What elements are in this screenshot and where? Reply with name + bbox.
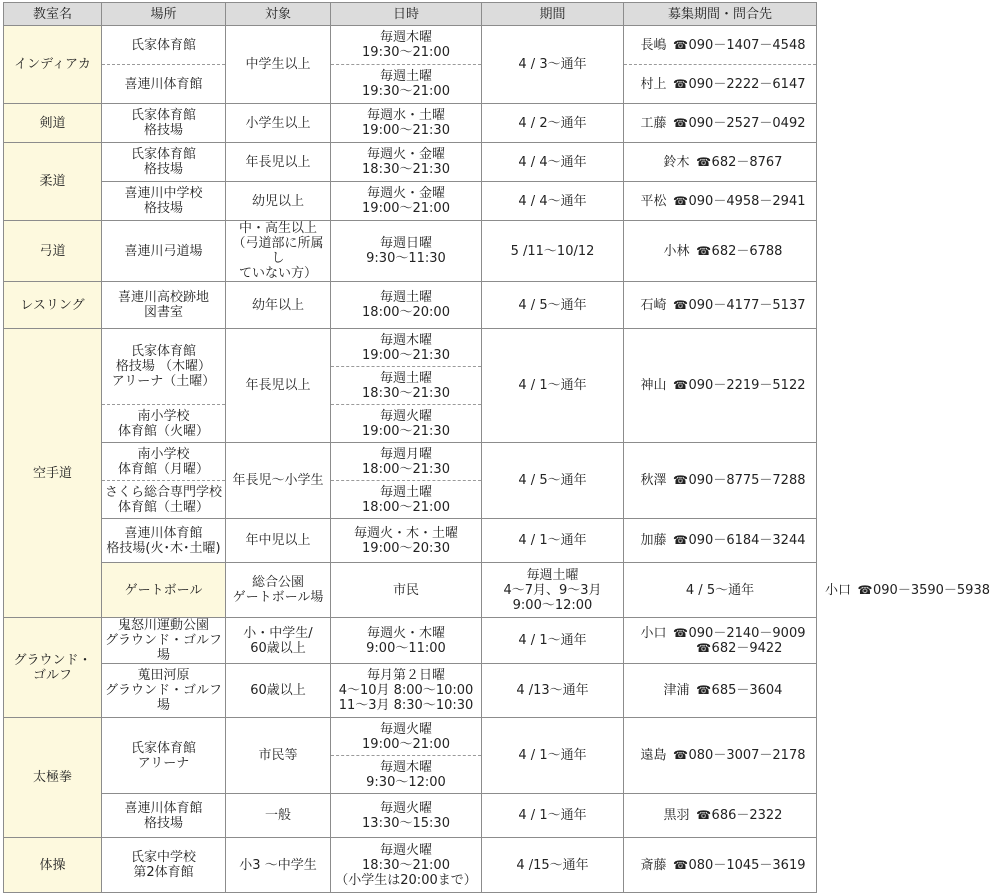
target-cell: 小・中学生/ 60歳以上 — [226, 618, 331, 664]
schedule-cell: 毎週火曜 19:00〜21:30 — [331, 405, 482, 443]
target-cell: 幼年以上 — [226, 282, 331, 329]
table-row — [4, 794, 817, 838]
table-row — [4, 104, 817, 143]
period-cell: 4 / 2〜通年 — [482, 104, 624, 143]
location-cell: 喜連川体育館 格技場(火･木･土曜) — [102, 519, 226, 563]
contact-person: 小口 — [640, 625, 667, 641]
class-name-cell: 体操 — [4, 838, 102, 893]
schedule-cell: 毎週土曜 19:30〜21:00 — [331, 65, 482, 104]
table-row — [4, 838, 817, 893]
location-cell: 氏家体育館 格技場 — [102, 104, 226, 143]
table-row — [4, 664, 817, 718]
target-cell: 年長児以上 — [226, 143, 331, 182]
period-cell: 4 / 3〜通年 — [482, 26, 624, 104]
period-cell: 5 /11〜10/12 — [482, 221, 624, 282]
phone-icon: ☎ — [696, 243, 712, 258]
schedule-cell: 毎週火・木・土曜 19:00〜20:30 — [331, 519, 482, 563]
contact-person: 鈴木 — [663, 154, 690, 170]
phone-icon: ☎ — [673, 76, 688, 91]
period-cell: 4 /13〜通年 — [482, 664, 624, 718]
schedule-cell: 毎週火曜 13:30〜15:30 — [331, 794, 482, 838]
phone-icon: ☎ — [673, 193, 688, 208]
table-row — [4, 221, 817, 282]
phone-icon: ☎ — [857, 582, 873, 597]
class-name-cell: レスリング — [4, 282, 102, 329]
phone-number: 090－8775－7288 — [688, 473, 806, 488]
contact-person: 小林 — [663, 243, 690, 259]
location-cell: 喜連川高校跡地 図書室 — [102, 282, 226, 329]
location-cell: 氏家体育館 アリーナ — [102, 718, 226, 794]
phone-number: 685－3604 — [711, 683, 783, 698]
contact-person: 石崎 — [640, 297, 667, 313]
contact-cell — [624, 664, 817, 718]
phone-icon: ☎ — [673, 748, 688, 762]
schedule-cell: 毎週火・金曜 18:30〜21:30 — [331, 143, 482, 182]
phone-number: 090－2140－9009 — [688, 625, 806, 641]
table-row — [4, 143, 817, 182]
phone-icon: ☎ — [696, 154, 712, 169]
phone-number: 090－2222－6147 — [688, 76, 806, 92]
header-class-name: 教室名 — [4, 3, 102, 26]
contact-person: 津浦 — [663, 683, 690, 698]
contact-cell — [624, 519, 817, 563]
location-cell: 南小学校 体育館（月曜） — [102, 443, 226, 481]
table-row — [4, 329, 817, 367]
phone-icon: ☎ — [696, 640, 712, 655]
target-cell: 60歳以上 — [226, 664, 331, 718]
phone-number: 090－2219－5122 — [688, 378, 806, 393]
target-cell: 市民 — [331, 563, 482, 618]
table-row — [4, 282, 817, 329]
schedule-cell: 毎週土曜 18:00〜20:00 — [331, 282, 482, 329]
location-cell: 鬼怒川運動公園 グラウンド・ゴルフ場 — [102, 618, 226, 664]
contact-cell — [624, 182, 817, 221]
location-cell: 氏家体育館 格技場 — [102, 143, 226, 182]
phone-number: 090－1407－4548 — [688, 37, 806, 53]
class-name-cell: 空手道 — [4, 329, 102, 618]
contact-person: 加藤 — [640, 533, 667, 548]
location-cell: 喜連川体育館 格技場 — [102, 794, 226, 838]
class-name-cell: 剣道 — [4, 104, 102, 143]
target-cell: 小学生以上 — [226, 104, 331, 143]
schedule-cell: 毎週水・土曜 19:00〜21:30 — [331, 104, 482, 143]
contact-person: 斎藤 — [640, 857, 667, 873]
phone-icon: ☎ — [673, 625, 688, 640]
phone-number: 090－2527－0492 — [688, 115, 806, 131]
phone-icon: ☎ — [673, 297, 688, 312]
contact-person: 遠島 — [640, 748, 667, 763]
phone-number: 090－3590－5938 — [873, 582, 990, 598]
target-cell: 年長児以上 — [226, 329, 331, 443]
contact-person: 秋澤 — [640, 473, 667, 488]
header-target: 対象 — [226, 3, 331, 26]
period-cell: 4 / 1〜通年 — [482, 718, 624, 794]
period-cell: 4 / 1〜通年 — [482, 329, 624, 443]
table-row — [4, 182, 817, 221]
contact-person: 村上 — [640, 76, 667, 92]
target-cell: 市民等 — [226, 718, 331, 794]
table-row — [4, 618, 817, 664]
location-cell: 蒐田河原 グラウンド・ゴルフ場 — [102, 664, 226, 718]
class-name-cell: ゲートボール — [102, 563, 226, 618]
contact-cell — [624, 718, 817, 794]
location-cell: 氏家体育館 — [102, 26, 226, 65]
schedule-cell: 毎週月曜 18:00〜21:30 — [331, 443, 482, 481]
period-cell: 4 / 5〜通年 — [482, 443, 624, 519]
phone-icon: ☎ — [696, 683, 712, 697]
location-cell: さくら総合専門学校 体育館（土曜） — [102, 481, 226, 519]
phone-number: 090－4177－5137 — [688, 297, 806, 313]
schedule-cell: 毎週木曜 9:30〜12:00 — [331, 756, 482, 794]
target-cell: 中学生以上 — [226, 26, 331, 104]
contact-cell — [624, 282, 817, 329]
header-schedule: 日時 — [331, 3, 482, 26]
schedule-cell: 毎月第２日曜 4〜10月 8:00〜10:00 11〜3月 8:30〜10:30 — [331, 664, 482, 718]
table-row — [4, 718, 817, 756]
contact-person: 小口 — [824, 582, 851, 598]
phone-number: 090－4958－2941 — [688, 193, 806, 209]
contact-cell — [624, 26, 817, 65]
schedule-cell: 毎週土曜 4〜7月、9〜3月 9:00〜12:00 — [482, 563, 624, 618]
header-period: 期間 — [482, 3, 624, 26]
contact-cell — [624, 104, 817, 143]
phone-icon: ☎ — [673, 857, 688, 872]
phone-icon: ☎ — [673, 473, 688, 487]
period-cell: 4 / 5〜通年 — [482, 282, 624, 329]
contact-person: 長嶋 — [640, 37, 667, 53]
class-name-cell: 柔道 — [4, 143, 102, 221]
phone-icon: ☎ — [673, 115, 688, 130]
schedule-cell: 毎週火曜 18:30〜21:00 （小学生は20:00まで） — [331, 838, 482, 893]
period-cell: 4 / 4〜通年 — [482, 143, 624, 182]
contact-person: 黒羽 — [663, 808, 690, 823]
location-cell: 氏家中学校 第2体育館 — [102, 838, 226, 893]
contact-cell — [624, 794, 817, 838]
table-row — [4, 563, 817, 618]
contact-cell — [624, 329, 817, 443]
phone-icon: ☎ — [673, 378, 688, 392]
target-cell: 年中児以上 — [226, 519, 331, 563]
period-cell: 4 / 1〜通年 — [482, 519, 624, 563]
period-cell: 4 / 1〜通年 — [482, 794, 624, 838]
location-cell: 喜連川体育館 — [102, 65, 226, 104]
table-row — [4, 443, 817, 481]
table-row — [4, 519, 817, 563]
schedule-cell: 毎週火・金曜 19:00〜21:00 — [331, 182, 482, 221]
location-cell: 喜連川中学校 格技場 — [102, 182, 226, 221]
phone-icon: ☎ — [673, 37, 688, 52]
class-schedule-table — [3, 2, 990, 893]
contact-cell — [624, 143, 817, 182]
phone-number: 090－6184－3244 — [688, 533, 806, 548]
phone-number: 080－3007－2178 — [688, 748, 806, 763]
period-cell: 4 / 4〜通年 — [482, 182, 624, 221]
phone-number: 080－1045－3619 — [688, 857, 806, 873]
location-cell: 総合公園 ゲートボール場 — [226, 563, 331, 618]
target-cell: 年長児〜小学生 — [226, 443, 331, 519]
schedule-cell: 毎週土曜 18:00〜21:00 — [331, 481, 482, 519]
contact-person: 平松 — [640, 193, 667, 209]
period-cell: 4 /15〜通年 — [482, 838, 624, 893]
contact-cell — [624, 221, 817, 282]
header-row — [4, 3, 817, 26]
phone-icon: ☎ — [673, 533, 688, 547]
contact-person: 工藤 — [640, 115, 667, 131]
header-location: 場所 — [102, 3, 226, 26]
phone-number: 682－8767 — [711, 154, 783, 170]
period-cell: 4 / 5〜通年 — [624, 563, 817, 618]
phone-icon: ☎ — [696, 808, 712, 822]
schedule-cell: 毎週火・木曜 9:00〜11:00 — [331, 618, 482, 664]
class-name-cell: 太極拳 — [4, 718, 102, 838]
schedule-cell: 毎週木曜 19:00〜21:30 — [331, 329, 482, 367]
target-cell: 小3 〜中学生 — [226, 838, 331, 893]
header-contact: 募集期間・問合先 — [624, 3, 817, 26]
table-row — [4, 26, 817, 65]
schedule-cell: 毎週日曜 9:30〜11:30 — [331, 221, 482, 282]
target-cell: 一般 — [226, 794, 331, 838]
class-name-cell: インディアカ — [4, 26, 102, 104]
location-cell: 南小学校 体育館（火曜） — [102, 405, 226, 443]
phone-number: 686－2322 — [711, 808, 783, 823]
schedule-cell: 毎週木曜 19:30〜21:00 — [331, 26, 482, 65]
period-cell: 4 / 1〜通年 — [482, 618, 624, 664]
contact-person: 神山 — [640, 378, 667, 393]
class-name-cell: グラウンド・ ゴルフ — [4, 618, 102, 718]
table-row — [4, 65, 817, 104]
contact-cell — [624, 618, 817, 664]
target-cell: 中・高生以上 （弓道部に所属し ていない方） — [226, 221, 331, 282]
contact-cell — [624, 838, 817, 893]
schedule-cell: 毎週土曜 18:30〜21:30 — [331, 367, 482, 405]
target-cell: 幼児以上 — [226, 182, 331, 221]
location-cell: 喜連川弓道場 — [102, 221, 226, 282]
contact-cell — [624, 65, 817, 104]
contact-cell — [624, 443, 817, 519]
class-name-cell: 弓道 — [4, 221, 102, 282]
schedule-cell: 毎週火曜 19:00〜21:00 — [331, 718, 482, 756]
phone-number: 682－9422 — [711, 640, 783, 656]
location-cell: 氏家体育館 格技場 （木曜） アリーナ（土曜） — [102, 329, 226, 405]
phone-number: 682－6788 — [711, 243, 783, 259]
